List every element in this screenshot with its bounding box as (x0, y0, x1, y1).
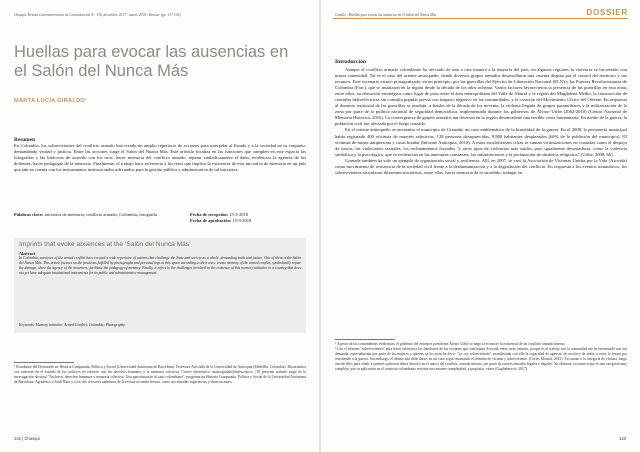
article-title: Huellas para evocar las ausencias en el Salón del Nunca Más (14, 43, 289, 81)
resumen-text: En Colombia, los sobrevivientes del conflicto armado han creado un amplio repertorio de acciones para interpelar al Estado y a la sociedad en su conjunto, demandando verdad y justicia. Entre las acciones surge el Salón del Nunca Más. Este artículo focaliza en las funciones que cumplen en este espacio las fotografías y las bitácoras de acuerdo con los usos: hacer memoria del conflicto armado, reparar simbólicamente el daño, evidenciar la agencia de los dolientes, hacer pedagogía de la memoria. Finalmente, el trabajo hace referencia a los retos que implica la existencia de esta iniciativa de memoria en un país que aún no cuenta con los instrumentos institucionales adecuados para la gestión pública y administrativa de tal iniciativa. (14, 143, 306, 173)
received-label: Fecha de recepción: (190, 212, 229, 217)
folio-right: 143 (619, 436, 626, 441)
body-paragraph: Aunque el conflicto armado colombiano ha afectado de una u otra manera a la mayoría del país, en algunos regiones la violencia se ha sentido con mayor intensidad. Tal es el caso del oriente antioqueño, donde diversos grupos armados desarrollaron una cruenta disputa por el control del territorio y sus recursos. Este escenario estuvo protagonizado, en un principio, por las guerrillas del Ejército de Liberación Nacional (ELN) y las Fuerzas Revolucionarias de Colombia (Farc), que se instalaron en la región desde la década de los años ochenta. Varios factores favorecieron la presencia de las guerrillas en esta zona, entre ellos: su ubicación estratégica como lugar de paso entre el área metropolitana del Valle de Aburrá y la región del Magdalena Medio, la construcción de centrales hidroeléctricas sin consulta popular previa con impacto negativo en las comunidades, y la creación del Movimiento Cívico del Oriente. En respuesta al dominio territorial de las guerrillas se produjo, a finales de la década de los noventa, la violenta llegada de grupos paramilitares y la militarización de la zona por parte de la política nacional de seguridad democrática, implementada durante los gobiernos de Álvaro Uribe (2002-2010) (Centro Nacional de Memoria Histórica, 2016). La convergencia de grupos armados tan diversos en la región desencadenó una terrible crisis humanitaria. En medio de la guerra, la población civil fue afectada por el fuego cruzado. (335, 67, 627, 127)
body-paragraph: Granada también ha sido un ejemplo de organización social y resiliencia. Allí, en 2007, se creó la Asociación de Víctimas Unidas por la Vida (Asovida) como movimiento de resistencia de la sociedad civil frente a la deshumanización y a la degradación del conflicto. En respuesta a los eventos traumáticos, los sobrevivientes articularon diferentes iniciativas, entre ellas: hacer memoria de lo sucedido, trabajar en (335, 157, 627, 175)
body-paragraph: En el oriente antioqueño se encuentra el municipio de Granada, un caso emblemático de la brutalidad de la guerra. En el 2008, la personería municipal había registrado 400 víctimas de muertes selectivas, 128 personas desaparecidas, 9.800 habitantes desplazados (60% de la población del municipio), 83 víctimas de minas antipersona y casas bomba (Informe Antioquia, 2010). A estas escalofriantes cifras se suman victimizaciones no contadas como el despojo de tierras, las violaciones sexuales, los reclutamientos forzados "y otros tipos de violencias más sutiles, pero igualmente devastadoras, como la violencia simbólica y la psicológica, que se evidencian en las amenazas constantes, las intimidaciones y la profanación de símbolos religiosos" (Uribe, 2008: 66). (335, 127, 627, 157)
folio-left: 142 | Chasqui (14, 436, 40, 441)
right-page (321, 0, 640, 452)
header-rule (333, 18, 628, 19)
resumen-heading: Resumen (14, 137, 35, 143)
footnote: ² Uso el término "sobrevivientes" para hacer referencia los familiares de las víctimas que conforman Asovida, entre otras razones, porque es el trabajo con la comunidad me he encontrado con esa demanda, especialmente por parte de las mujeres a quienes se les escucha decir: "yo soy sobreviviente", manifestado con ello la capacidad de agencia, de acción y de sentir a otros, lo hacen por resistiendo a la guerra. Sin embargo, el debate aún debe darse, en mi caso seguí retomando el término de víctima y sobreviviente. (Cortés Monzal, 2013). En cuanto a la categoría de víctima, luego uno de ellos para aludir a quienes sufrieron daños directos en el marco del conflicto armado interno, por parte de actores armados legales e ilegales. No obstante, reconozco que es una categoría muy compleja, que su aplicación en el contexto colombiano revisten una enorme complejidad, a propósito, véase (Guglielmucci, 2017). (335, 347, 627, 371)
approved-date (190, 218, 306, 224)
abstract-keywords: Keywords: Memory initiative; Armed Conflict; Colombia; Photography. (19, 323, 126, 327)
footnote-divider (335, 339, 395, 340)
footnotes (335, 342, 627, 372)
abstract-box (14, 238, 306, 333)
author-name: MARTA LUCÍA GIRALDO¹ (14, 98, 88, 104)
dates-block (190, 212, 306, 224)
footnote-divider (14, 362, 74, 363)
abstract-heading: Abstract (19, 251, 35, 256)
approved-value: 15-9-2018 (232, 218, 252, 223)
running-head-left: Chasqui. Revista Latinoamericana de Comunicación N.º 136, diciembre 2017 - marzo 2018 / Dossier (pp. 137-156) (14, 13, 181, 17)
keywords-label: Palabras clave: (14, 212, 44, 217)
keywords-text: iniciativa de memoria; conflicto armado; Colombia; fotografía. (44, 212, 159, 217)
abstract-text: In Colombia, survivors of the armed conflict have created a wide repertoire of actions that challenge the State and society as a whole, demanding truth and justice. One of them is the Salón del Nunca Más. This article focuses on the functions fulfilled by photographs and personal logs in this space according to their uses: create memory of the armed conflict, symbolically repair the damage, show the agency of the mourners, facilitate the pedagogy of memory. Finally, it refers to the challenges involved in the existence of this memory initiative in a country that does not yet have adequate institutional instruments for its public and administrative management. (19, 256, 301, 276)
abstract-title: Imprints that evoke absences at the ‘Salón del Nunca Más’ (19, 241, 191, 248)
footnote-author: ¹ Estudiante del Doctorado en Historia Comparada, Política y Social (Universidad Autónoma de Barcelona). Profesora Asociada de la Universidad de Antioquia (Medellín, Colombia). Historiadora con intereses en el estudio de los archivos en relación con los derechos humanos y la memoria colectiva. Correo electrónico: marta.giraldo@udea.edu.co | El presente artículo surge de la investigación doctoral "Archivos, derechos humanos y memoria colectiva. Una aproximación al caso colombiano", programa en Historia Comparada, Política y Social de la Universidad Autónoma de Barcelona. Agradezco a Jordi Ibarz y a los dos revisores anónimos de la revista su atenta lectura, como sus atinadas sugerencias y observaciones. (14, 365, 306, 384)
left-page (0, 0, 319, 452)
intro-heading: Introducción (335, 59, 366, 65)
section-tag: DOSSIER (586, 8, 628, 17)
footnote: ¹ A pesar de los contundentes evidencias, el gobierno del entonces presidente Álvaro Uribe se negó a reconocer la existencia de un conflicto armado interno. (335, 342, 566, 346)
running-head-right: Giraldo / Huellas para evocar las ausencias en el Salón del Nunca Más (335, 13, 437, 17)
keywords-block (14, 212, 164, 218)
approved-label: Fecha de aprobación: (190, 218, 232, 223)
received-value: 15-3-2018 (229, 212, 249, 217)
body-text (335, 67, 627, 176)
